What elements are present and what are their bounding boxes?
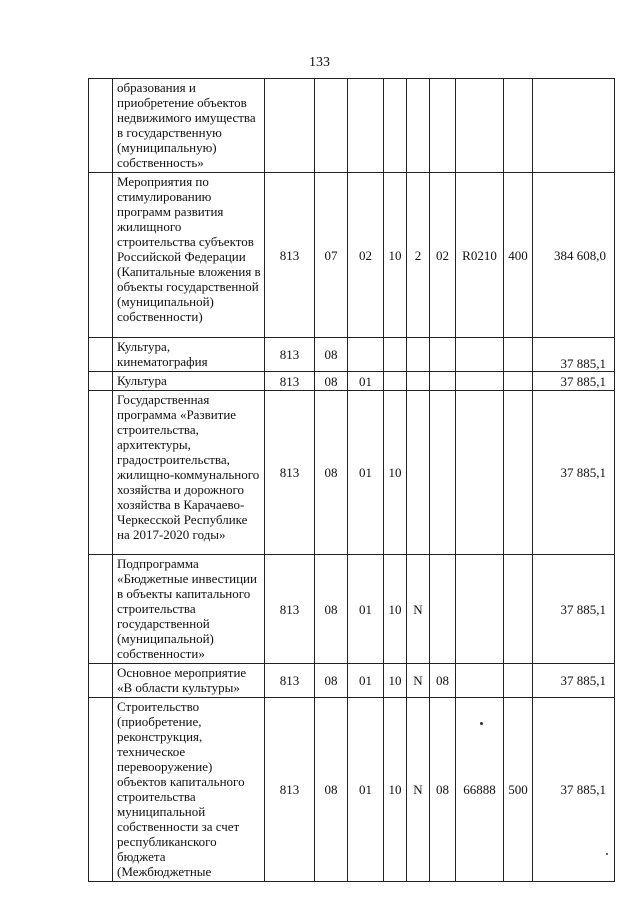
cell-section: 08 [315, 664, 348, 698]
cell-event [430, 555, 456, 664]
cell-section: 08 [315, 372, 348, 391]
cell-program [384, 79, 407, 173]
row-indent-cell [89, 173, 113, 338]
scan-speck [606, 853, 608, 855]
cell-subsection [348, 79, 384, 173]
cell-direction [456, 664, 504, 698]
cell-subprogram [407, 79, 430, 173]
cell-ministry: 813 [265, 372, 315, 391]
cell-ministry: 813 [265, 391, 315, 555]
cell-program: 10 [384, 173, 407, 338]
cell-expense-type [504, 391, 533, 555]
cell-subsection: 01 [348, 391, 384, 555]
row-indent-cell [89, 391, 113, 555]
cell-amount: 37 885,1 [533, 338, 615, 372]
table-row [89, 391, 615, 555]
cell-subprogram: N [407, 555, 430, 664]
cell-event [430, 391, 456, 555]
cell-section: 08 [315, 391, 348, 555]
cell-direction: R0210 [456, 173, 504, 338]
row-name: Подпрограмма «Бюджетные инвестиции в объекты капитального строительства государственной (муниципальной) собственности» [113, 555, 265, 664]
cell-ministry: 813 [265, 664, 315, 698]
budget-table [88, 78, 615, 882]
cell-amount: 37 885,1 [533, 664, 615, 698]
cell-event [430, 79, 456, 173]
cell-ministry [265, 79, 315, 173]
cell-direction [456, 338, 504, 372]
cell-section [315, 79, 348, 173]
cell-expense-type: 400 [504, 173, 533, 338]
cell-ministry: 813 [265, 338, 315, 372]
table-row [89, 338, 615, 372]
cell-subsection: 01 [348, 698, 384, 882]
cell-subprogram: 2 [407, 173, 430, 338]
cell-amount: 37 885,1 [533, 372, 615, 391]
cell-expense-type [504, 372, 533, 391]
cell-amount [533, 79, 615, 173]
cell-direction [456, 372, 504, 391]
cell-direction: 66888 [456, 698, 504, 882]
cell-subprogram [407, 391, 430, 555]
cell-amount: 37 885,1 [533, 555, 615, 664]
cell-subsection: 02 [348, 173, 384, 338]
row-name: Культура [113, 372, 265, 391]
cell-program: 10 [384, 391, 407, 555]
row-indent-cell [89, 664, 113, 698]
cell-program [384, 338, 407, 372]
table-row [89, 555, 615, 664]
cell-program: 10 [384, 555, 407, 664]
cell-program: 10 [384, 698, 407, 882]
cell-event: 08 [430, 664, 456, 698]
row-name: Мероприятия по стимулированию программ развития жилищного строительства субъектов Российской Федерации (Капитальные вложения в объекты государственной (муниципальной) собственности) [113, 173, 265, 338]
cell-section: 07 [315, 173, 348, 338]
scan-speck [480, 722, 483, 725]
row-name: Основное мероприятие «В области культуры» [113, 664, 265, 698]
cell-subsection [348, 338, 384, 372]
cell-section: 08 [315, 698, 348, 882]
cell-subprogram [407, 338, 430, 372]
table-row [89, 79, 615, 173]
cell-amount: 37 885,1 [533, 698, 615, 882]
table-row [89, 664, 615, 698]
cell-section: 08 [315, 555, 348, 664]
cell-ministry: 813 [265, 698, 315, 882]
cell-ministry: 813 [265, 173, 315, 338]
row-name: образования и приобретение объектов недвижимого имущества в государственную (муниципальную) собственность» [113, 79, 265, 173]
page-number: 133 [309, 55, 330, 70]
cell-event: 08 [430, 698, 456, 882]
cell-section: 08 [315, 338, 348, 372]
row-name: Государственная программа «Развитие строительства, архитектуры, градостроительства, жилищно-коммунального хозяйства и дорожного хозяйства в Карачаево-Черкесской Республике на 2017-2020 годы» [113, 391, 265, 555]
cell-direction [456, 79, 504, 173]
cell-amount: 37 885,1 [533, 391, 615, 555]
cell-event: 02 [430, 173, 456, 338]
table-row [89, 372, 615, 391]
cell-expense-type [504, 664, 533, 698]
cell-subsection: 01 [348, 372, 384, 391]
cell-subsection: 01 [348, 664, 384, 698]
cell-subprogram [407, 372, 430, 391]
table-row [89, 173, 615, 338]
cell-program: 10 [384, 664, 407, 698]
row-name: Культура, кинематография [113, 338, 265, 372]
cell-expense-type [504, 555, 533, 664]
cell-expense-type: 500 [504, 698, 533, 882]
row-indent-cell [89, 698, 113, 882]
cell-subprogram: N [407, 698, 430, 882]
cell-event [430, 338, 456, 372]
cell-expense-type [504, 79, 533, 173]
cell-subsection: 01 [348, 555, 384, 664]
cell-amount: 384 608,0 [533, 173, 615, 338]
cell-direction [456, 391, 504, 555]
cell-subprogram: N [407, 664, 430, 698]
cell-expense-type [504, 338, 533, 372]
row-indent-cell [89, 338, 113, 372]
cell-program [384, 372, 407, 391]
cell-event [430, 372, 456, 391]
row-name: Строительство (приобретение, реконструкция, техническое перевооружение) объектов капитального строительства муниципальной собственности за счет республиканского бюджета (Межбюджетные [113, 698, 265, 882]
row-indent-cell [89, 555, 113, 664]
row-indent-cell [89, 79, 113, 173]
cell-direction [456, 555, 504, 664]
cell-ministry: 813 [265, 555, 315, 664]
table-row [89, 698, 615, 882]
row-indent-cell [89, 372, 113, 391]
